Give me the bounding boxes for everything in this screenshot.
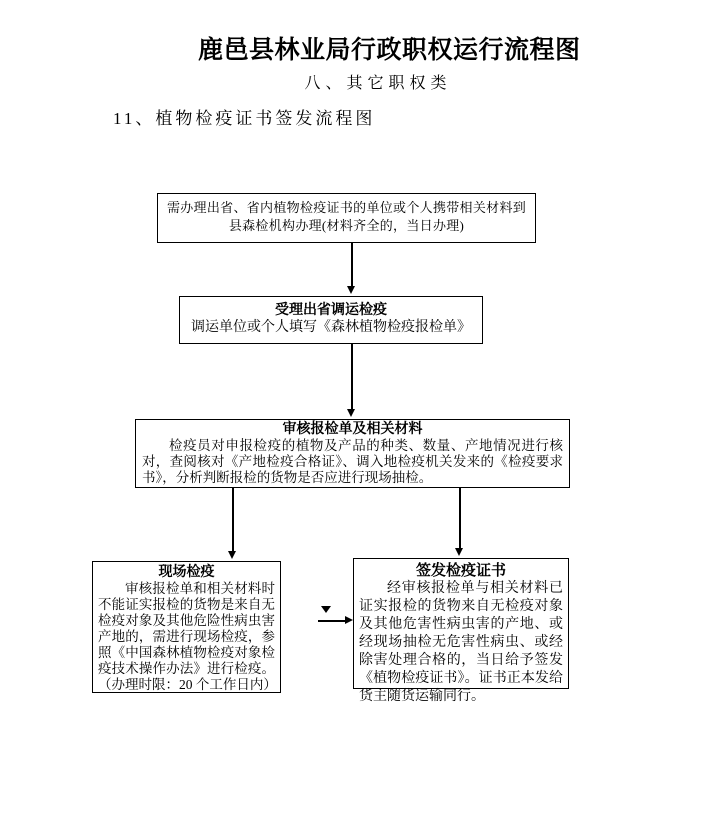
arrow-line-onsite-to-issue — [318, 620, 345, 622]
arrowhead-down-icon — [228, 551, 236, 559]
flow-box-onsite-title: 现场检疫 — [158, 565, 215, 580]
flow-box-accept — [179, 296, 483, 344]
arrowhead-right-icon — [345, 616, 353, 624]
section-heading: 11、植物检疫证书签发流程图 — [113, 109, 376, 128]
flow-box-review-text: 检疫员对申报检疫的植物及产品的种类、数量、产地情况进行核对，查阅核对《产地检疫合格证》、调入地检疫机关发来的《检疫要求书》，分析判断报检的货物是否应进行现场抽检。 — [142, 438, 563, 485]
arrowhead-down-icon — [347, 409, 355, 417]
arrowhead-down-icon — [455, 548, 463, 556]
page-title: 鹿邑县林业局行政职权运行流程图 — [198, 36, 581, 64]
arrow-line-review-to-issue — [459, 488, 461, 548]
arrow-line-apply-to-accept — [351, 243, 353, 286]
flow-box-accept-text: 调运单位或个人填写《森林植物检疫报检单》 — [191, 320, 471, 335]
flow-box-issue-text: 经审核报检单与相关材料已证实报检的货物来自无检疫对象及其他危害性病虫害的产地、或经现场抽检无危害性病虫、或经除害处理合格的，当日给予签发《植物检疫证书》。证书正本发给货主随货运输同行。 — [359, 581, 563, 704]
arrow-line-review-to-onsite — [232, 488, 234, 551]
arrow-line-accept-to-review — [351, 344, 353, 409]
flow-box-review — [135, 419, 570, 488]
flow-box-issue-title: 签发检疫证书 — [415, 563, 506, 579]
arrowhead-down-icon — [347, 286, 355, 294]
flow-box-apply — [157, 193, 536, 243]
flow-box-apply-text: 需办理出省、省内植物检疫证书的单位或个人携带相关材料到县森检机构办理(材料齐全的，当日办理) — [166, 200, 527, 233]
flow-box-accept-title: 受理出省调运检疫 — [275, 303, 387, 318]
flow-box-review-title: 审核报检单及相关材料 — [282, 422, 423, 437]
down-triangle-marker-icon — [321, 606, 331, 613]
flow-box-onsite-text: 审核报检单和相关材料时不能证实报检的货物是来自无检疫对象及其他危险性病虫害产地的，需进行现场检疫，参照《中国森林植物检疫对象检疫技术操作办法》进行检疫。（办理时限：20 个工作日内） — [98, 581, 277, 692]
flow-box-onsite — [92, 561, 281, 693]
flow-box-issue — [353, 558, 569, 704]
page-subtitle: 八、其它职权类 — [304, 75, 452, 92]
